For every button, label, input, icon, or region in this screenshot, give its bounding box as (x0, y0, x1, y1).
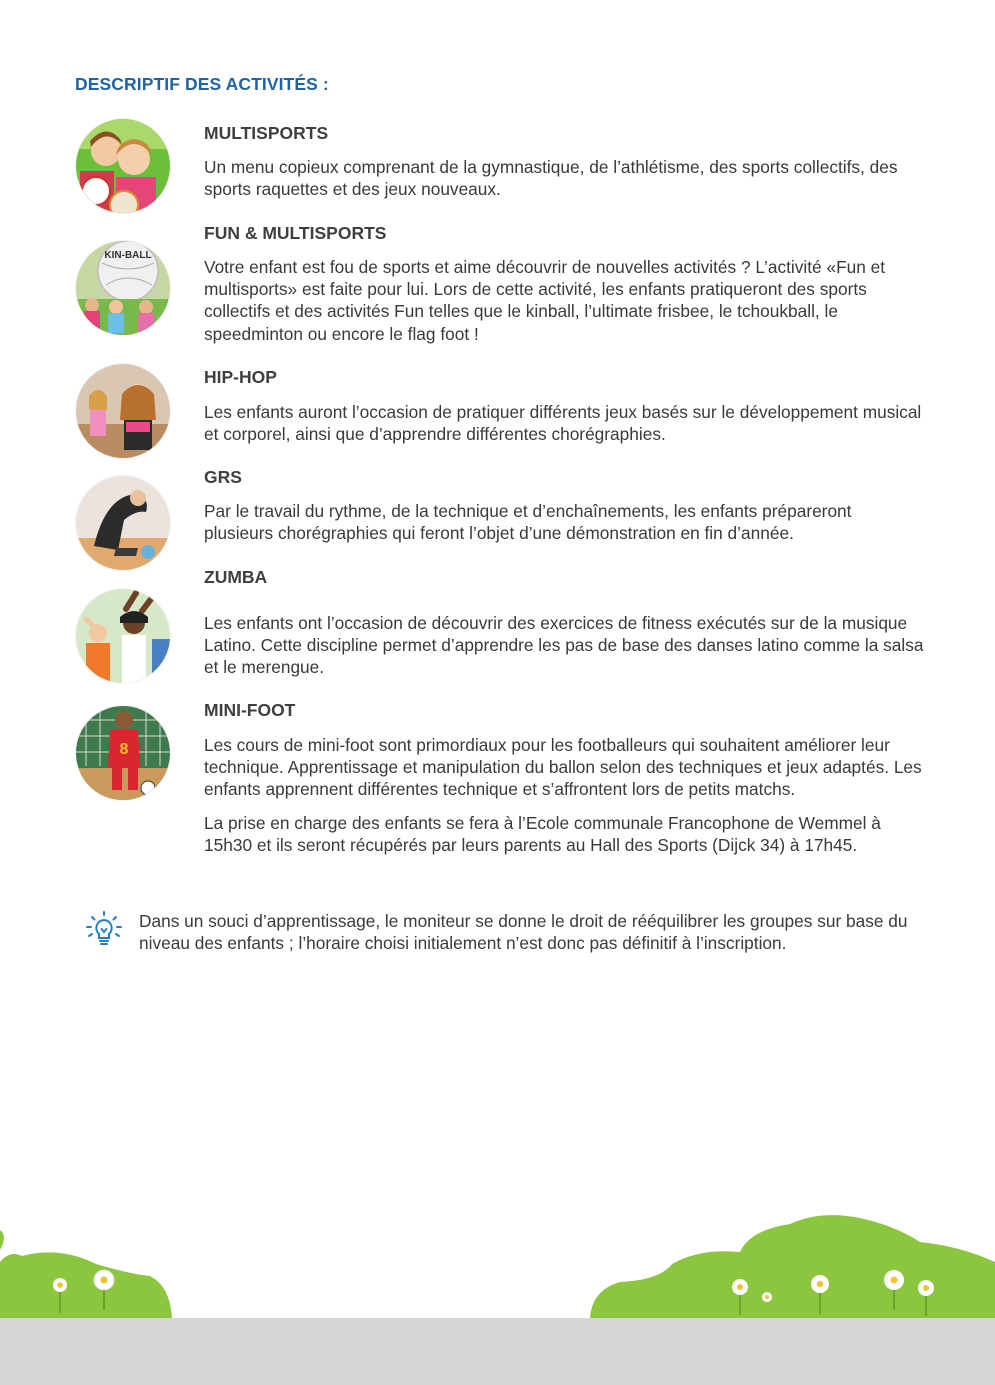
activity-description (204, 156, 924, 200)
activity-description (204, 401, 924, 445)
activity-title: MULTISPORTS (204, 123, 329, 143)
grass-hills-decoration (0, 1190, 995, 1320)
svg-text:8: 8 (119, 741, 129, 758)
activity-description-text: Votre enfant est fou de sports et aime découvrir de nouvelles activités ? L’activité «Fun et multisports» est faite pour lui. Lors de cette activité, les enfants pratiqueront des sports collectifs et des activités Fun telles que le kinball, l’ultimate frisbee, le tchoukball, le speedminton ou encore le flag foot ! (204, 257, 886, 344)
activity-description-text: Un menu copieux comprenant de la gymnastique, de l’athlétisme, des sports collectifs, des sports raquettes et des jeux nouveaux. (204, 157, 898, 200)
activity-description (204, 500, 924, 544)
activity-description-text: Par le travail du rythme, de la technique et d’enchaînements, les enfants prépareront plusieurs chorégraphies qui feront l’objet d’une démonstration en fin d’année. (204, 501, 852, 544)
pickup-information: La prise en charge des enfants se fera à l’Ecole communale Francophone de Wemmel à 15h30 et ils seront récupérés par leurs parents au Hall des Sports (Dijck 34) à 17h45. (204, 812, 881, 855)
activity-description-text: Les enfants ont l’occasion de découvrir des exercices de fitness exécutés sur de la musique Latino. Cette discipline permet d’apprendre les pas de base des danses latino comme la salsa et le merengue. (204, 613, 924, 678)
activity-description (204, 612, 924, 679)
activity-description-text: Les enfants auront l’occasion de pratiquer différents jeux basés sur le développement musical et corporel, ainsi que d’apprendre différentes chorégraphies. (204, 402, 922, 445)
kinball-photo (76, 241, 170, 335)
minifoot-photo (76, 706, 170, 800)
grs-photo (76, 476, 170, 570)
page-heading: DESCRIPTIF DES ACTIVITÉS : (75, 74, 329, 94)
hiphop-photo (76, 364, 170, 458)
zumba-photo (76, 589, 170, 683)
activity-title: FUN & MULTISPORTS (204, 223, 387, 243)
footer-bar (0, 1318, 995, 1385)
multisports-photo (76, 119, 170, 213)
note-text: Dans un souci d’apprentissage, le moniteur se donne le droit de rééquilibrer les groupes sur base du niveau des enfants ; l’horaire choisi initialement n’est donc pas définitif à l’inscription. (139, 911, 908, 954)
activity-title: GRS (204, 467, 242, 487)
activity-title: MINI-FOOT (204, 700, 296, 720)
activity-description (204, 734, 924, 856)
lightbulb-icon (84, 909, 124, 949)
activity-title: ZUMBA (204, 567, 268, 587)
activity-description (204, 256, 924, 345)
activity-description-text: Les cours de mini-foot sont primordiaux pour les footballeurs qui souhaitent améliorer leur technique. Apprentissage et manipulation du ballon selon des techniques et jeux adaptés. Les enfants apprennent différentes technique et s’affrontent lors de petits matchs. (204, 735, 922, 800)
activity-title: HIP-HOP (204, 367, 277, 387)
kinball-label: KIN-BALL (104, 250, 152, 261)
